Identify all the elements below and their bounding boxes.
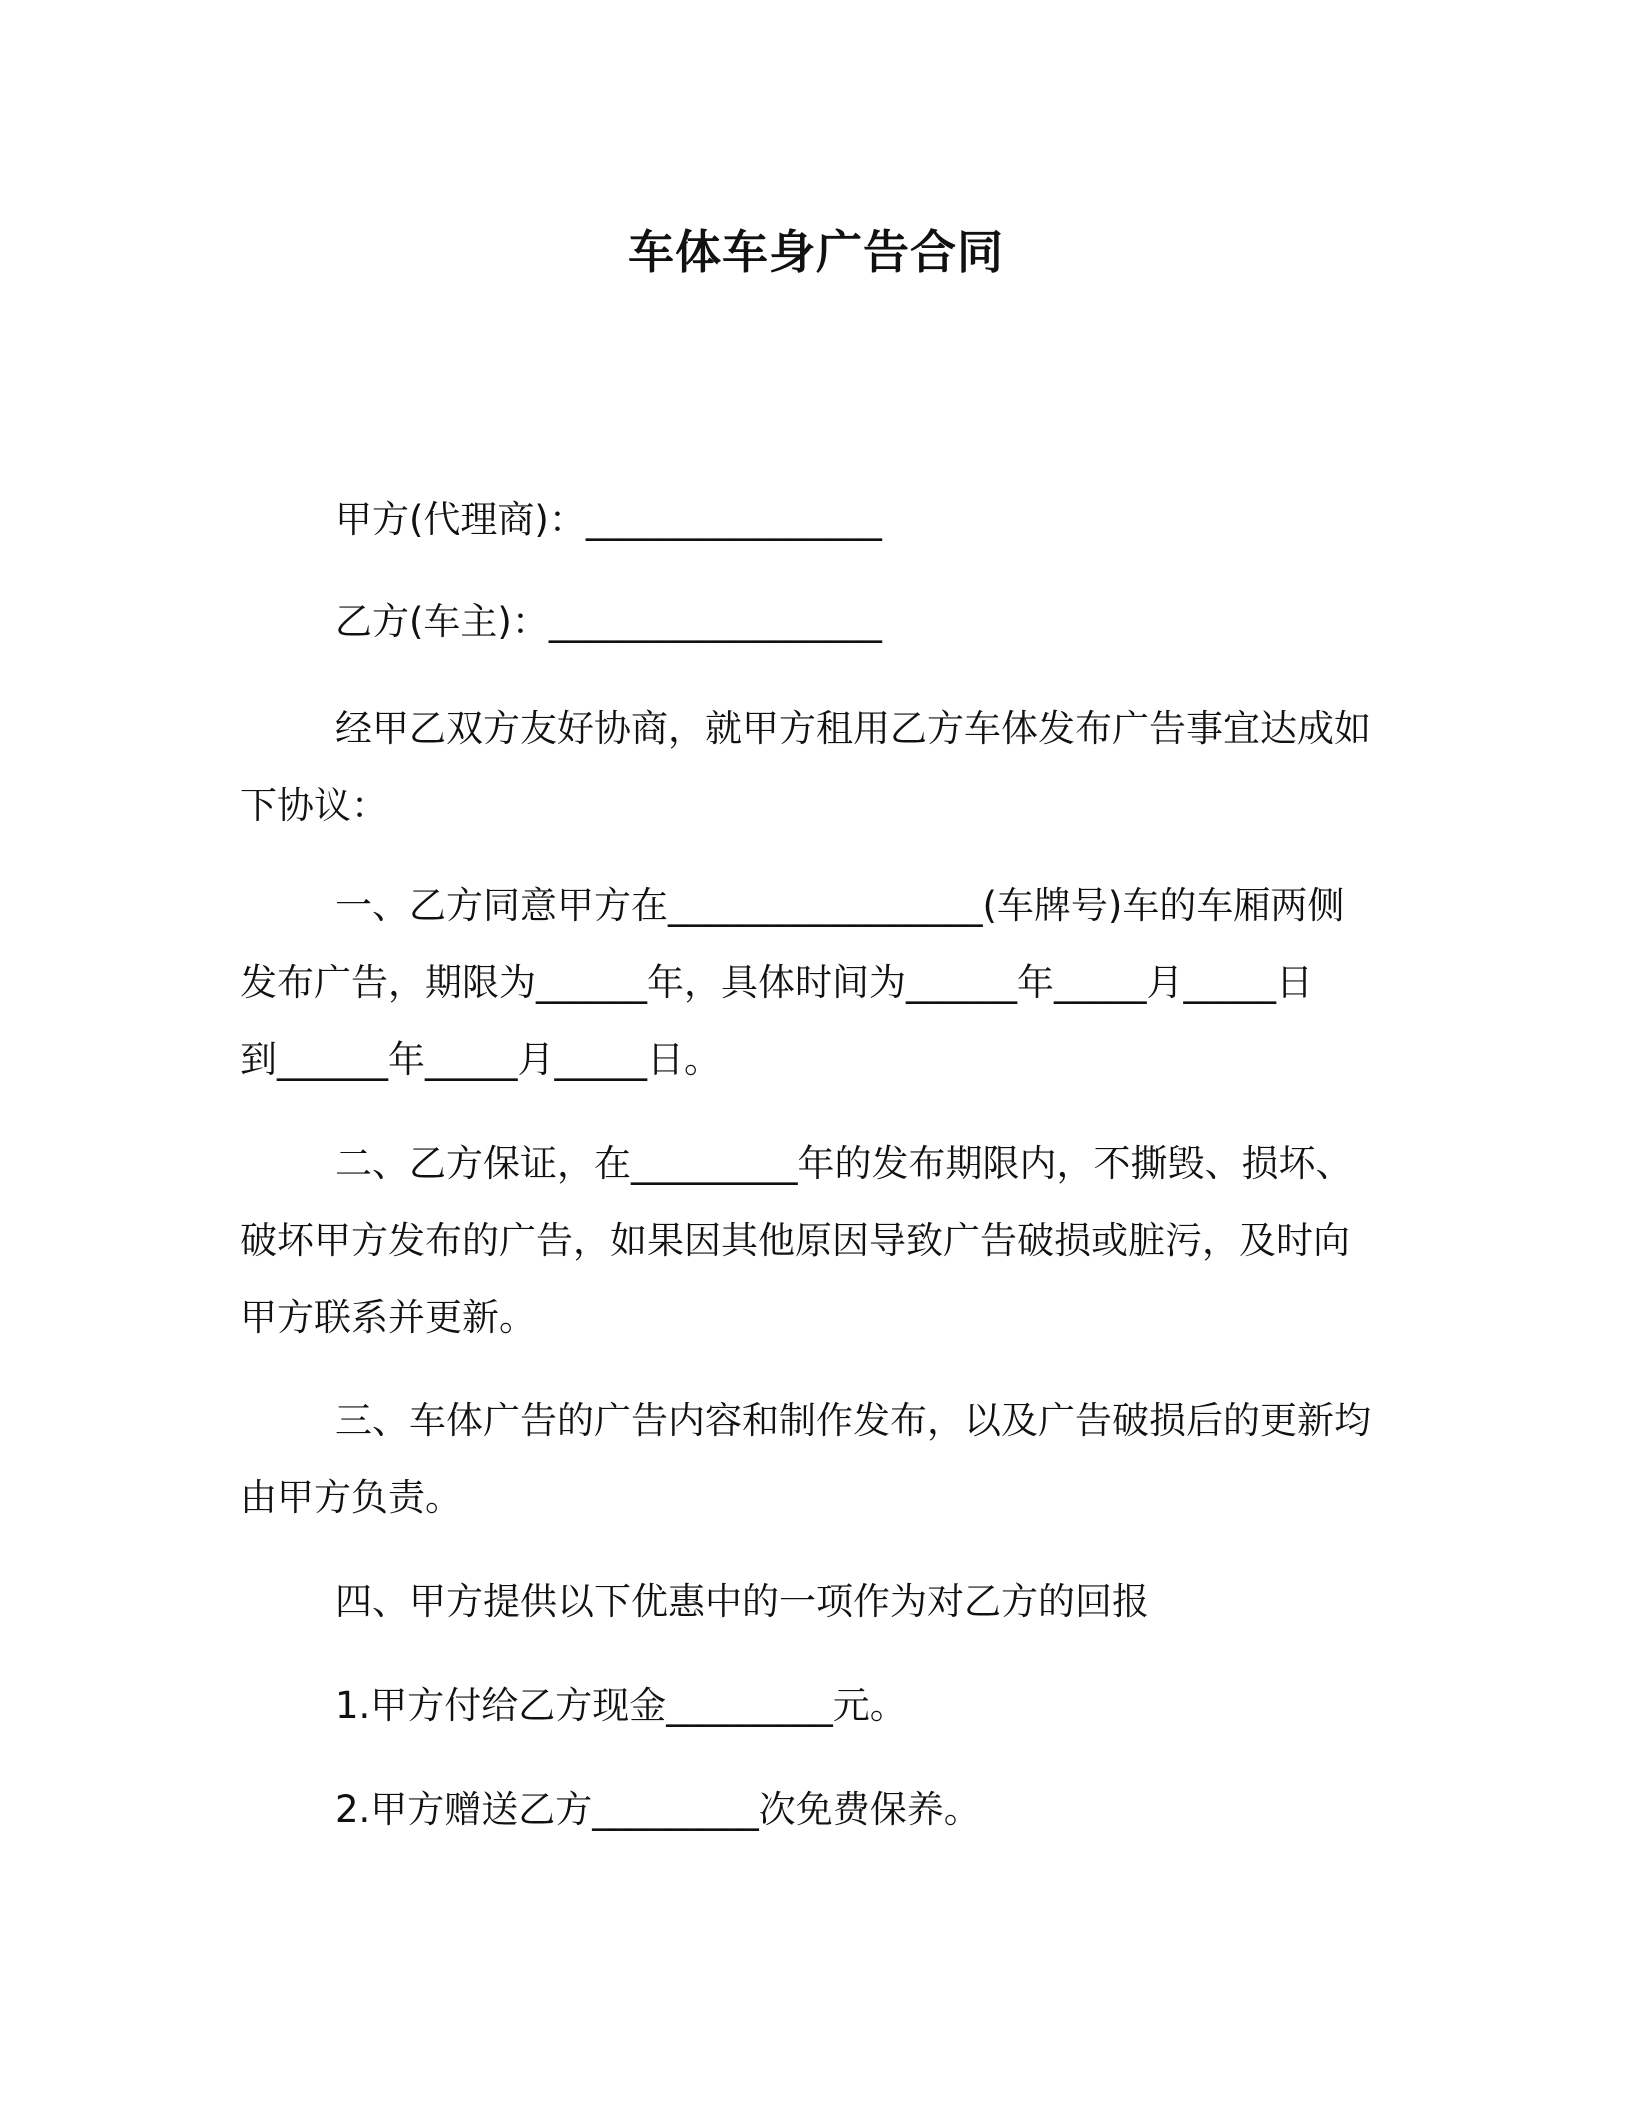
clause-1 — [240, 867, 1390, 1098]
option-1: 1.甲方付给乙方现金_________元。 — [335, 1684, 907, 1727]
clause-1-line-3: 到______年_____月_____日。 — [240, 1038, 721, 1081]
clause-4: 四、甲方提供以下优惠中的一项作为对乙方的回报 — [335, 1580, 1149, 1623]
clause-2 — [240, 1125, 1390, 1356]
clause-3-line-1: 三、车体广告的广告内容和制作发布，以及广告破损后的更新均 — [335, 1399, 1371, 1442]
party-a-line: 甲方(代理商)：________________ — [335, 498, 882, 541]
party-b-line: 乙方(车主)：__________________ — [335, 600, 882, 643]
clause-2-line-3: 甲方联系并更新。 — [240, 1296, 536, 1339]
clause-1-line-2: 发布广告，期限为______年，具体时间为______年_____月_____日 — [240, 961, 1313, 1004]
clause-3-line-2: 由甲方负责。 — [240, 1476, 462, 1519]
clause-2-line-1: 二、乙方保证，在_________年的发布期限内，不撕毁、损坏、 — [335, 1142, 1353, 1185]
clause-1-line-1: 一、乙方同意甲方在_________________(车牌号)车的车厢两侧 — [335, 884, 1345, 927]
option-2: 2.甲方赠送乙方_________次免费保养。 — [335, 1788, 981, 1831]
clause-3 — [240, 1382, 1390, 1536]
intro-line-1: 经甲乙双方友好协商，就甲方租用乙方车体发布广告事宜达成如 — [335, 707, 1371, 750]
clause-2-line-2: 破坏甲方发布的广告，如果因其他原因导致广告破损或脏污，及时向 — [240, 1219, 1350, 1262]
intro-paragraph — [240, 690, 1390, 844]
intro-line-2: 下协议： — [240, 784, 388, 827]
document-title: 车体车身广告合同 — [628, 225, 1004, 279]
